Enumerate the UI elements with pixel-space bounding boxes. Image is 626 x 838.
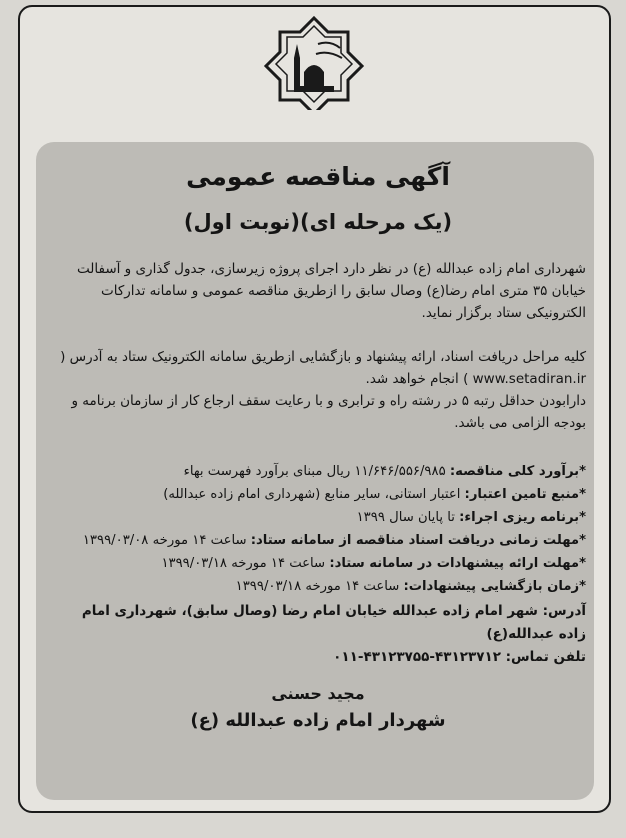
detail-value: اعتبار استانی، سایر منابع (شهرداری امام زاده عبدالله) [163,487,465,502]
detail-estimate [50,460,586,483]
tender-notice [40,160,596,735]
mosque-emblem-icon [258,14,370,110]
detail-schedule [50,506,586,529]
phone-line: تلفن تماس: ۴۳۱۲۳۷۱۲-۴۳۱۲۳۷۵۵-۰۱۱ [333,649,586,665]
requirement-paragraph: دارابودن حداقل رتبه ۵ در رشته راه و ترابری و با رعایت سقف ارجاع کار از سازمان برنامه و بودجه الزامی می باشد. [71,393,586,431]
detail-funding [50,483,586,506]
intro-paragraph: شهرداری امام زاده عبدالله (ع) در نظر دارد اجرای پروژه زیرسازی، جدول گذاری و آسفالت خیابان ۳۵ متری امام رضا(ع) وصال سابق را ازطریق مناقصه عمومی و سامانه تدارکات الکترونیکی ستاد برگزار نماید. [77,261,586,321]
signatory-name: مجید حسنی [271,684,365,703]
detail-value: ۱۱/۶۴۶/۵۵۶/۹۸۵ ریال مبنای برآورد فهرست بهاء [183,464,450,479]
signatory-title: شهردار امام زاده عبدالله (ع) [190,710,446,731]
detail-label: *برآورد کلی مناقصه: [449,464,586,479]
detail-label: *برنامه ریزی اجراء: [459,510,586,525]
notice-title: آگهی مناقصه عمومی [186,162,450,191]
process-paragraph: کلیه مراحل دریافت اسناد، ارائه پیشنهاد و بازگشایی ازطریق سامانه الکترونیک ستاد به آدرس ( www.setadiran.ir ) انجام خواهد شد. [60,349,586,387]
detail-label: *مهلت زمانی دریافت اسناد مناقصه از سامانه ستاد: [250,533,586,548]
detail-label: *منبع تامین اعتبار: [464,487,586,502]
detail-label: *زمان بازگشایی پیشنهادات: [403,579,586,594]
detail-value: ساعت ۱۴ مورخه ۱۳۹۹/۰۳/۱۸ [235,579,404,594]
detail-submission-deadline [50,552,586,575]
detail-label: *مهلت ارائه پیشنهادات در سامانه ستاد: [329,556,586,571]
detail-value: ساعت ۱۴ مورخه ۱۳۹۹/۰۳/۱۸ [161,556,330,571]
detail-opening-time [50,575,586,598]
address-line: آدرس: شهر امام زاده عبدالله خیابان امام رضا (وصال سابق)، شهرداری امام زاده عبدالله(ع) [81,603,586,642]
detail-document-deadline [50,529,586,552]
detail-value: ساعت ۱۴ مورخه ۱۳۹۹/۰۳/۰۸ [82,533,251,548]
municipality-logo [258,14,370,110]
notice-subtitle: (یک مرحله ای)(نوبت اول) [183,210,453,234]
tender-details [40,460,596,598]
detail-value: تا پایان سال ۱۳۹۹ [356,510,460,525]
